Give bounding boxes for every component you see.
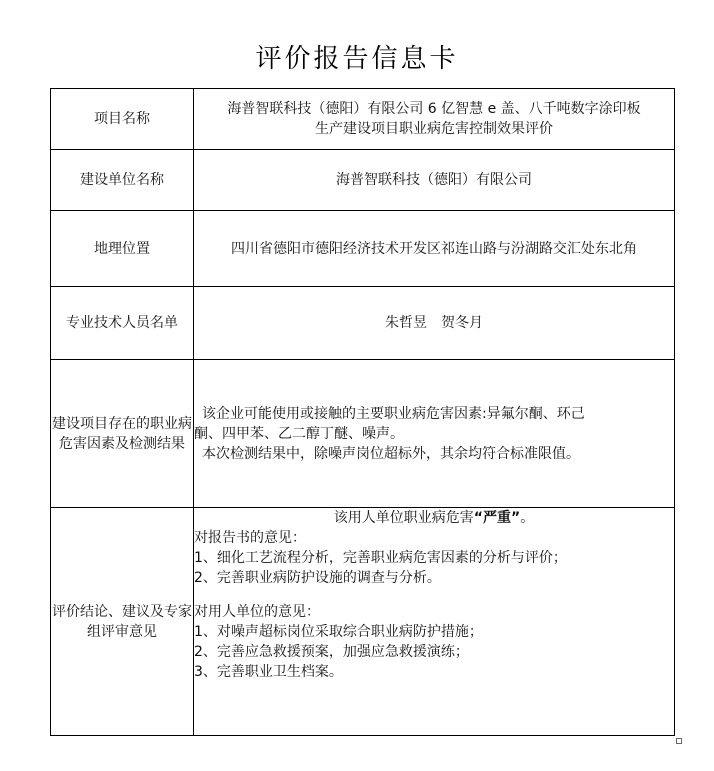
conclusion-lead-prefix: 该用人单位职业病危害	[333, 510, 474, 526]
unit-opinion-item: 2、完善应急救援预案，加强应急救援演练；	[194, 644, 469, 660]
experts-value: 朱哲昱 贺冬月	[194, 287, 675, 360]
table-row-builder	[51, 150, 675, 211]
project-name-label: 项目名称	[51, 89, 194, 150]
builder-label: 建设单位名称	[51, 150, 194, 211]
unit-opinion-item: 3、完善职业卫生档案。	[194, 664, 343, 680]
conclusion-lead	[194, 508, 674, 528]
experts-label: 专业技术人员名单	[51, 287, 194, 360]
table-row-experts	[51, 287, 675, 360]
hazards-line-2: 酮、四甲苯、乙二醇丁醚、噪声。	[194, 425, 404, 442]
hazards-line-1: 该企业可能使用或接触的主要职业病危害因素:异氟尔酮、环己	[202, 405, 585, 422]
unit-opinion-item: 1、对噪声超标岗位采取综合职业病防护措施；	[194, 624, 483, 640]
hazards-label: 建设项目存在的职业病危害因素及检测结果	[51, 360, 194, 508]
location-value: 四川省德阳市德阳经济技术开发区祁连山路与汾湖路交汇处东北角	[194, 211, 675, 287]
unit-opinion-heading: 对用人单位的意见：	[194, 604, 320, 620]
info-card-table	[50, 88, 675, 736]
project-name-value	[194, 89, 675, 150]
conclusion-value	[194, 508, 675, 736]
project-name-line-2: 生产建设项目职业病危害控制效果评价	[315, 121, 553, 137]
table-resize-handle[interactable]	[676, 738, 682, 744]
hazards-value	[194, 360, 675, 508]
report-opinion-item: 2、完善职业病防护设施的调查与分析。	[194, 570, 441, 586]
table-row-conclusion	[51, 508, 675, 736]
builder-value: 海普智联科技（德阳）有限公司	[194, 150, 675, 211]
hazard-level: “严重”	[473, 510, 521, 526]
conclusion-lead-suffix: 。	[520, 510, 535, 526]
table-row-project-name	[51, 89, 675, 150]
report-opinion-item: 1、细化工艺流程分析，完善职业病危害因素的分析与评价；	[194, 550, 567, 566]
table-row-hazards	[51, 360, 675, 508]
hazards-line-3: 本次检测结果中，除噪声岗位超标外，其余均符合标准限值。	[202, 445, 580, 462]
conclusion-label: 评价结论、建议及专家组评审意见	[51, 508, 194, 736]
spacer	[194, 588, 674, 602]
project-name-line-1: 海普智联科技（德阳）有限公司 6 亿智慧 e 盖、八千吨数字涂印板	[227, 101, 641, 117]
table-row-location	[51, 211, 675, 287]
location-label: 地理位置	[51, 211, 194, 287]
page-title: 评价报告信息卡	[255, 44, 459, 74]
report-opinion-heading: 对报告书的意见：	[194, 530, 306, 546]
